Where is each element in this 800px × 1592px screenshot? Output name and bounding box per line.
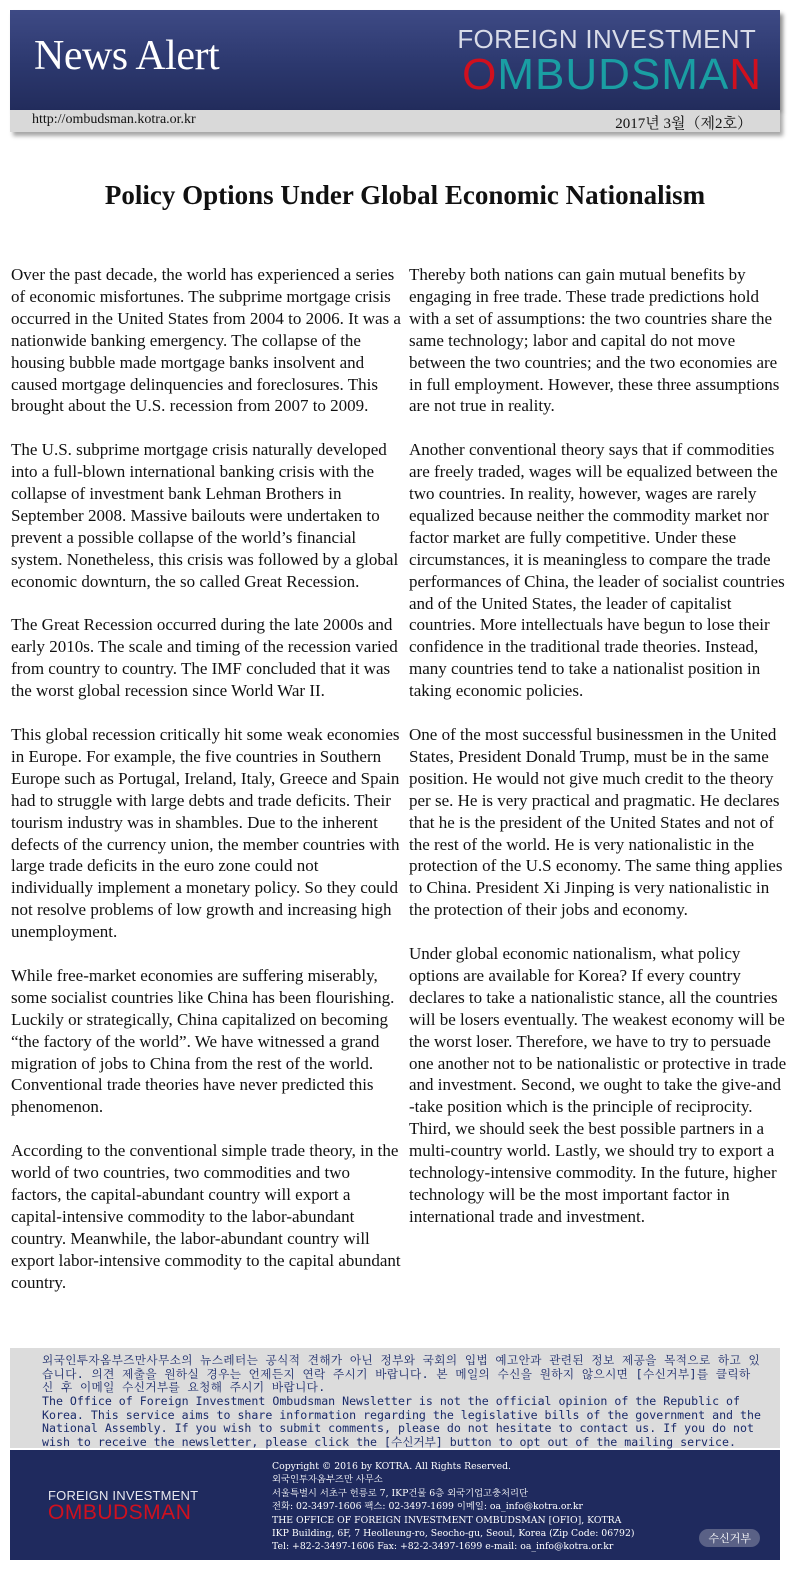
footer-line: IKP Building, 6F, 7 Heolleung-ro, Seocho-gu, Seoul, Korea (Zip Code: 06792): [272, 1528, 635, 1540]
paragraph: Another conventional theory says that if commodities are freely traded, wages will be equalized between the two countries. In reality, however, wages are rarely equalized because neither the commodity market nor factor market are fully competitive. Under these circumstances, it is meaningless to compare the trade performances of China, the leader of socialist countries and of the United States, the leader of capitalist countries. More intellectuals have begun to lose their confidence in the traditional trade theories. Instead, many countries tend to take a nationalist position in taking economic policies.: [409, 440, 785, 701]
article-column-right: [409, 264, 789, 1250]
footer: [10, 1450, 780, 1560]
notice-english: The Office of Foreign Investment Ombudsman Newsletter is not the official opinion of the Republic of Korea. This service aims to share information regarding the legislative bills of the government and the National Assembly. If you wish to submit comments, please do not hesitate to contact us. If you do not wish to receive the newsletter, please click the [수신거부] button to opt out of the mailing service.: [42, 1394, 761, 1449]
paragraph: According to the conventional simple trade theory, in the world of two countries, two commodities and two factors, the capital-abundant country will export a capital-intensive commodity to the labor-abundant country. Meanwhile, the labor-abundant country will export labor-intensive commodity to the capital abundant country.: [11, 1141, 401, 1292]
notice-korean: 외국인투자옴부즈만사무소의 뉴스레터는 공식적 견해가 아닌 정부와 국회의 입법 예고안과 관련된 정보 제공을 목적으로 하고 있습니다. 의견 제출을 원하실 경우는 언제든지 연락 주시기 바랍니다. 본 메일의 수신을 원하지 않으시면 [수신거부]를 클릭하신 후 이메일 수신거부를 요청해 주시기 바랍니다.: [42, 1353, 761, 1394]
logo-text-top: FOREIGN INVESTMENT: [457, 24, 756, 54]
newsletter-header: [10, 10, 780, 110]
footer-line: 전화: 02-3497-1606 팩스: 02-3497-1699 이메일: oa_info@kotra.or.kr: [272, 1501, 583, 1513]
header-info-bar: [10, 110, 780, 132]
footer-line: 서울특별시 서초구 헌릉로 7, IKP건물 6층 외국기업고충처리단: [272, 1487, 528, 1499]
paragraph: This global recession critically hit some weak economies in Europe. For example, the five countries in Southern Europe such as Portugal, Ireland, Italy, Greece and Spain had to struggle with large debts and trade deficits. Their tourism industry was in shambles. Due to the inherent defects of the currency union, the member countries with large trade deficits in the euro zone could not individually implement a monetary policy. So they could not resolve problems of low growth and increasing high unemployment.: [11, 724, 400, 942]
footer-contact-info: [272, 1460, 635, 1554]
ombudsman-logo: OMBUDSMAN: [462, 50, 762, 99]
article-column-left: [11, 264, 403, 1315]
issue-date: 2017년 3월（제2호）: [615, 116, 752, 132]
disclaimer-notice: [10, 1348, 780, 1448]
unsubscribe-button[interactable]: 수신거부: [699, 1529, 760, 1547]
paragraph: The U.S. subprime mortgage crisis naturally developed into a full-blown international banking crisis with the collapse of investment bank Lehman Brothers in September 2008. Massive bailouts were undertaken to prevent a possible collapse of the world’s financial system. Nonetheless, this crisis was followed by a global economic downturn, the so called Great Recession.: [11, 440, 399, 591]
newsletter-title: News Alert: [34, 33, 220, 79]
paragraph: The Great Recession occurred during the late 2000s and early 2010s. The scale and timing of the recession varied from country to country. The IMF concluded that it was the worst global recession since World War II.: [11, 615, 398, 701]
website-link[interactable]: http://ombudsman.kotra.or.kr: [32, 112, 196, 127]
footer-line: THE OFFICE OF FOREIGN INVESTMENT OMBUDSMAN [OFIO], KOTRA: [272, 1514, 622, 1526]
paragraph: One of the most successful businessmen in the United States, President Donald Trump, must be in the same position. He would not give much credit to the theory per se. He is very practical and pragmatic. He declares that he is the president of the United States and not of the rest of the world. He is very nationalistic in the protection of the U.S economy. The same thing applies to China. President Xi Jinping is very nationalistic in the protection of their jobs and economy.: [409, 725, 783, 920]
article-title: Policy Options Under Global Economic Nationalism: [104, 180, 706, 210]
paragraph: Thereby both nations can gain mutual benefits by engaging in free trade. These trade predictions hold with a set of assumptions: the two countries share the same technology; labor and capital do not move between the two countries; and the two economies are in full employment. However, these three assumptions are not true in reality.: [409, 265, 780, 416]
copyright-text: Copyright © 2016 by KOTRA. All Rights Reserved.: [272, 1461, 511, 1472]
footer-line: 외국인투자옴부즈만 사무소: [272, 1474, 383, 1486]
paragraph: Under global economic nationalism, what policy options are available for Korea? If every country declares to take a nationalistic stance, all the countries will be losers eventually. The weakest economy will be the worst loser. Therefore, we have to try to persuade one another not to be nationalistic or protective in trade and investment. Second, we ought to take the give-and -take position which is the principle of reciprocity. Third, we should seek the best possible partners in a multi-country world. Lastly, we should try to export a technology-intensive commodity. In the future, higher technology will be the most important factor in international trade and investment.: [409, 944, 787, 1226]
paragraph: Over the past decade, the world has experienced a series of economic misfortunes. The subprime mortgage crisis occurred in the United States from 2004 to 2006. It was a nationwide banking emergency. The collapse of the housing bubble made mortgage banks insolvent and caused mortgage delinquencies and foreclosures. This brought about the U.S. recession from 2007 to 2009.: [11, 265, 401, 416]
footer-line: Tel: +82-2-3497-1606 Fax: +82-2-3497-1699 e-mail: oa_info@kotra.or.kr: [272, 1541, 614, 1553]
footer-logo: FOREIGN INVESTMENT OMBUDSMAN: [48, 1488, 199, 1524]
paragraph: While free-market economies are suffering miserably, some socialist countries like China has been flourishing. Luckily or strategically, China capitalized on becoming “the factory of the world”. We have witnessed a grand migration of jobs to China from the rest of the world. Conventional trade theories have never predicted this phenomenon.: [11, 965, 395, 1117]
